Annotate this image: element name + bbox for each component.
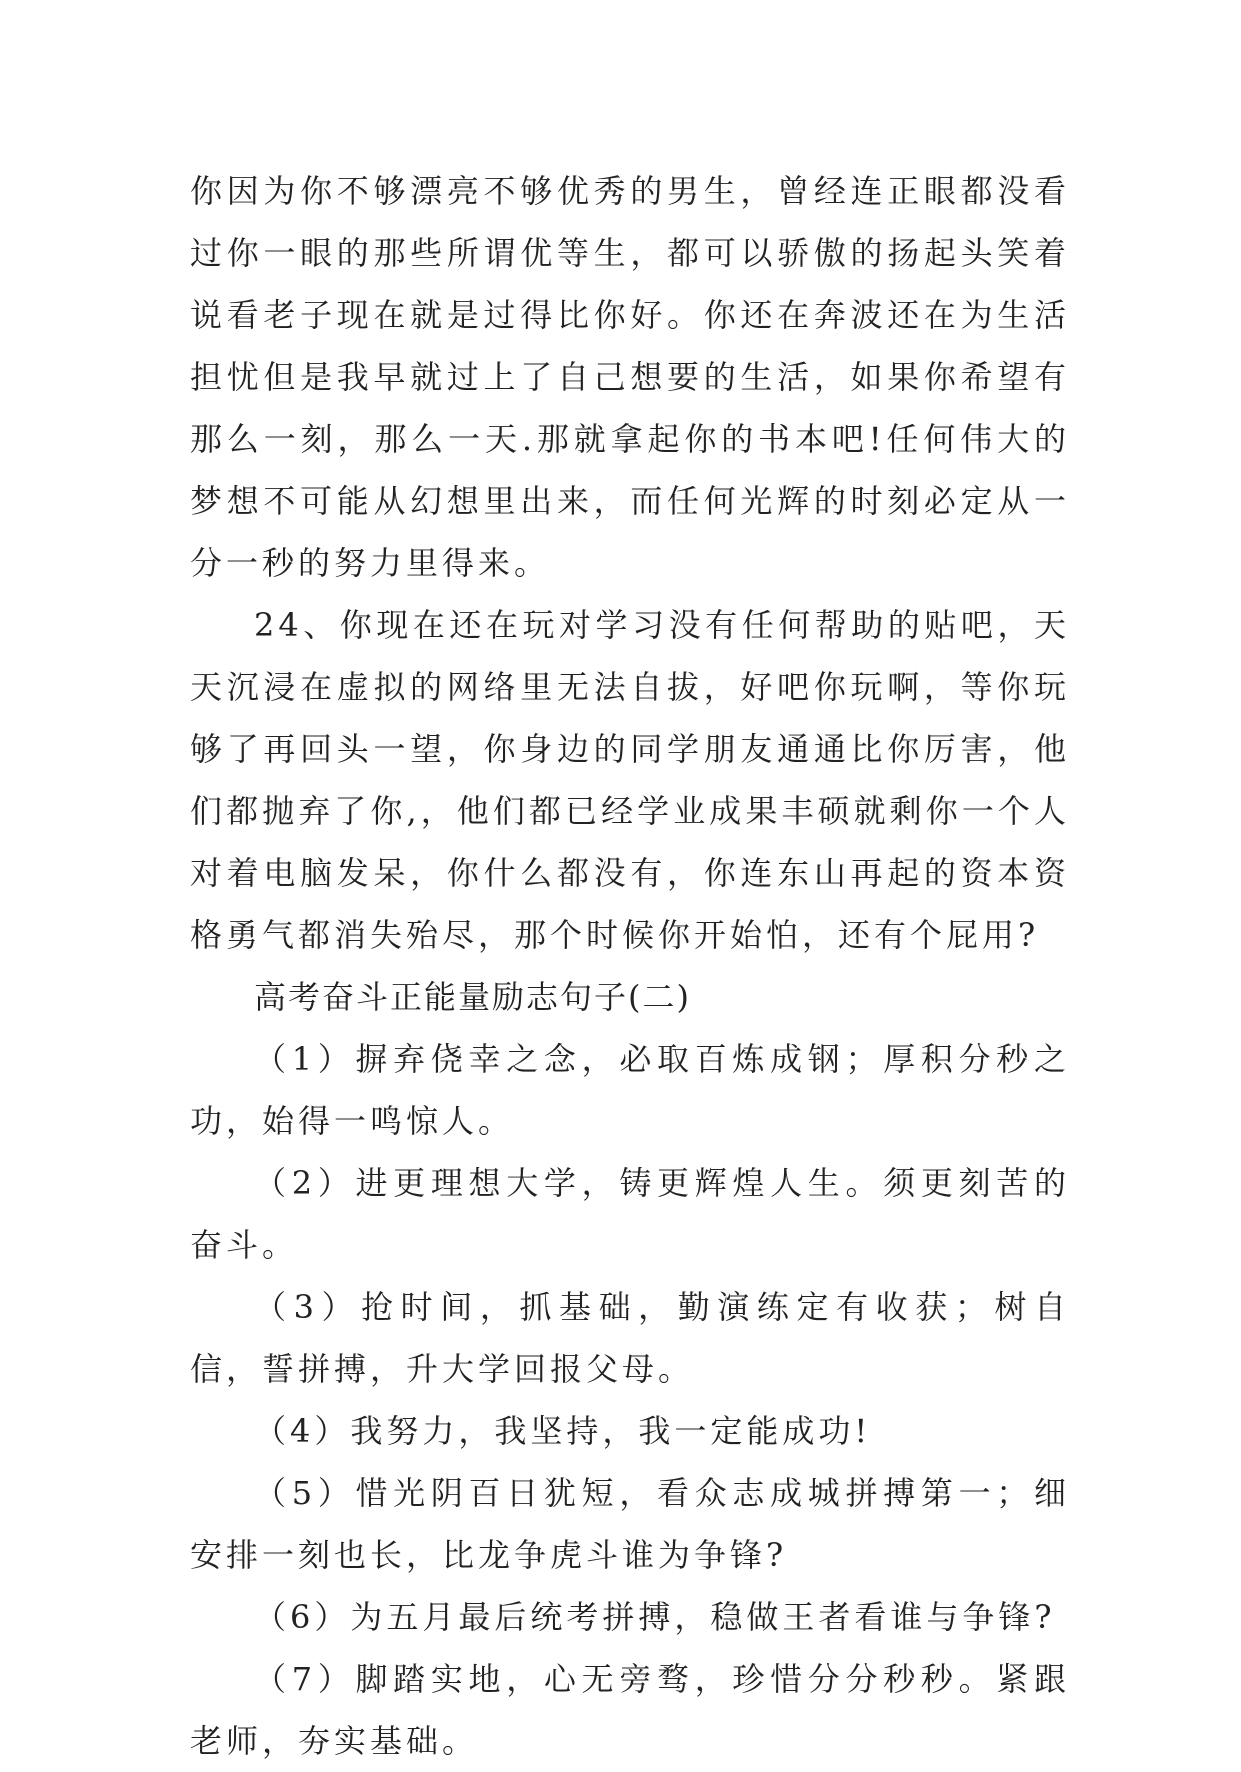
list-item-4: （4）我努力，我坚持，我一定能成功! (254, 1412, 872, 1450)
list-item-6: （6）为五月最后统考拼搏，稳做王者看谁与争锋? (254, 1598, 1056, 1636)
section-heading: 高考奋斗正能量励志句子(二) (254, 978, 691, 1016)
list-item-3: （3）抢时间，抓基础，勤演练定有收获；树自信，誓拼搏，升大学回报父母。 (190, 1288, 1070, 1388)
paragraph-continuation: 你因为你不够漂亮不够优秀的男生，曾经连正眼都没看过你一眼的那些所谓优等生，都可以骄傲的扬起头笑着说看老子现在就是过得比你好。你还在奔波还在为生活担忧但是我早就过上了自己想要的生活，如果你希望有那么一刻，那么一天.那就拿起你的书本吧!任何伟大的梦想不可能从幻想里出来，而任何光辉的时刻必定从一分一秒的努力里得来。 (190, 172, 1070, 582)
document-body (190, 160, 1070, 1772)
list-item-5: （5）惜光阴百日犹短，看众志成城拼搏第一；细安排一刻也长，比龙争虎斗谁为争锋? (190, 1474, 1070, 1574)
list-item-1: （1）摒弃侥幸之念，必取百炼成钢；厚积分秒之功，始得一鸣惊人。 (190, 1040, 1070, 1140)
paragraph-24: 24、你现在还在玩对学习没有任何帮助的贴吧，天天沉浸在虚拟的网络里无法自拔，好吧你玩啊，等你玩够了再回头一望，你身边的同学朋友通通比你厉害，他们都抛弃了你,，他们都已经学业成果丰硕就剩你一个人对着电脑发呆，你什么都没有，你连东山再起的资本资格勇气都消失殆尽，那个时候你开始怕，还有个屁用? (190, 606, 1070, 954)
list-item-7: （7）脚踏实地，心无旁骛，珍惜分分秒秒。紧跟老师，夯实基础。 (190, 1660, 1070, 1760)
list-item-2: （2）进更理想大学，铸更辉煌人生。须更刻苦的奋斗。 (190, 1164, 1070, 1264)
